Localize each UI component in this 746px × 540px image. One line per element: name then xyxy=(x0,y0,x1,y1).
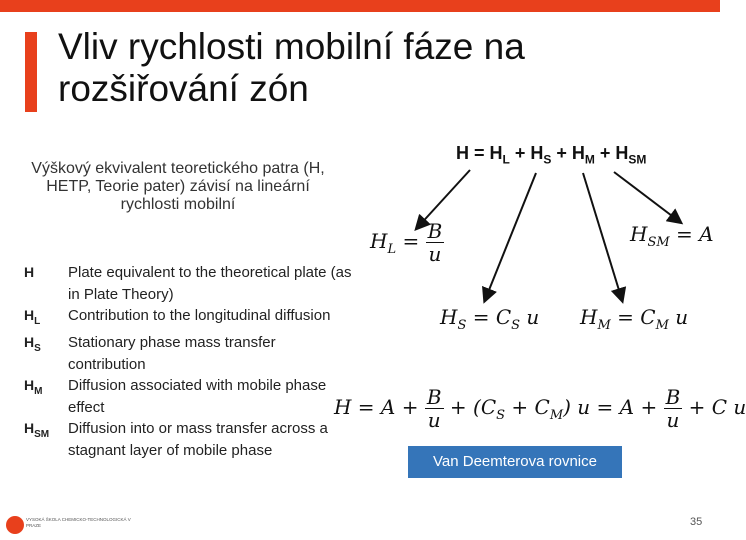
page-number: 35 xyxy=(690,516,703,528)
subtitle: Výškový ekvivalent teoretického patra (H, HETP, Teorie pater) závisí na lineární rychlosti mobilní xyxy=(31,160,325,213)
hsm-lhs: H xyxy=(630,222,648,246)
full-eq-end: + C u xyxy=(682,395,746,419)
hs-csub: S xyxy=(511,318,521,333)
hm-c: C xyxy=(640,305,656,329)
heq-term-sub: SM xyxy=(628,152,647,167)
heq-term: H xyxy=(530,143,544,163)
heq-plus: + xyxy=(509,143,531,163)
heq-plus: + xyxy=(594,143,616,163)
full-eq-mid2: + C xyxy=(505,395,550,419)
glossary-definition: Plate equivalent to the theoretical plate (as in Plate Theory) xyxy=(68,264,352,303)
hs-c: C xyxy=(495,305,512,329)
glossary-definition: Contribution to the longitudinal diffusion xyxy=(68,307,331,324)
hl-lhs: H xyxy=(370,229,388,253)
full-eq-den1: u xyxy=(427,408,441,432)
hl-formula xyxy=(370,220,444,265)
glossary-symbol-sub: SM xyxy=(34,429,50,441)
hm-eq: = xyxy=(610,305,641,329)
van-deemter-equation xyxy=(334,386,746,431)
hl-sub: L xyxy=(387,242,397,257)
hs-sub: S xyxy=(457,318,467,333)
heq-eq: = xyxy=(469,143,490,163)
hm-u: u xyxy=(668,305,689,329)
heq-term: H xyxy=(615,143,629,163)
hl-fraction xyxy=(426,220,445,265)
van-deemter-badge: Van Deemterova rovnice xyxy=(408,446,622,478)
glossary-symbol-sub: L xyxy=(34,315,41,327)
glossary-symbol-base: H xyxy=(24,307,35,323)
hsm-sub: SM xyxy=(647,235,670,250)
hs-formula xyxy=(440,305,539,333)
glossary-symbol-sub: M xyxy=(34,386,43,398)
hs-eq: = xyxy=(466,305,496,329)
hs-u: u xyxy=(520,305,540,329)
glossary-symbol-base: H xyxy=(24,377,35,394)
heq-lhs: H xyxy=(456,143,469,163)
arrow-to-hs xyxy=(485,173,536,300)
full-eq-s1: S xyxy=(496,408,506,423)
heq-term-sub: S xyxy=(543,152,552,167)
glossary-symbol-base: H xyxy=(24,420,35,437)
glossary-symbol-base: H xyxy=(24,334,35,351)
hsm-eq: = A xyxy=(669,222,714,246)
slide-title: Vliv rychlosti mobilní fáze na rozšiřování zón xyxy=(58,26,525,109)
full-eq-frac1 xyxy=(425,386,444,431)
heq-plus: + xyxy=(551,143,572,163)
full-eq-num2: B xyxy=(665,385,681,409)
heq-term-sub: L xyxy=(502,152,510,167)
full-eq-mid3: ) u = A + xyxy=(563,395,664,419)
full-eq-mid1: + (C xyxy=(443,395,497,419)
glossary-definition: Stationary phase mass transfer contribution xyxy=(68,334,276,373)
glossary-symbol-sub: S xyxy=(34,343,41,355)
full-eq-s2: M xyxy=(549,408,564,423)
glossary-definition: Diffusion into or mass transfer across a stagnant layer of mobile phase xyxy=(68,420,328,459)
full-eq-den2: u xyxy=(666,408,680,432)
hl-num: B xyxy=(427,219,443,243)
glossary-definition: Diffusion associated with mobile phase effect xyxy=(68,377,327,416)
hl-eq: = xyxy=(396,229,426,253)
heq-term: H xyxy=(489,143,503,163)
arrow-to-hm xyxy=(583,173,622,300)
hm-sub: M xyxy=(597,318,611,333)
heq-term-sub: M xyxy=(584,152,595,167)
full-eq-frac2 xyxy=(664,386,683,431)
hm-formula xyxy=(580,305,688,333)
hm-lhs: H xyxy=(580,305,598,329)
arrow-to-hsm xyxy=(614,172,680,222)
glossary-symbol-base: H xyxy=(24,264,35,280)
heq-term: H xyxy=(571,143,585,163)
hl-den: u xyxy=(428,242,442,266)
hs-lhs: H xyxy=(440,305,458,329)
full-eq-num1: B xyxy=(426,385,442,409)
hm-csub: M xyxy=(655,318,669,333)
hsm-formula xyxy=(630,222,714,250)
school-logo-text: VYSOKÁ ŠKOLA CHEMICKO-TECHNOLOGICKÁ V PRAZE xyxy=(26,517,131,528)
school-logo-icon xyxy=(6,516,24,534)
full-eq-a: H = A + xyxy=(334,395,425,419)
